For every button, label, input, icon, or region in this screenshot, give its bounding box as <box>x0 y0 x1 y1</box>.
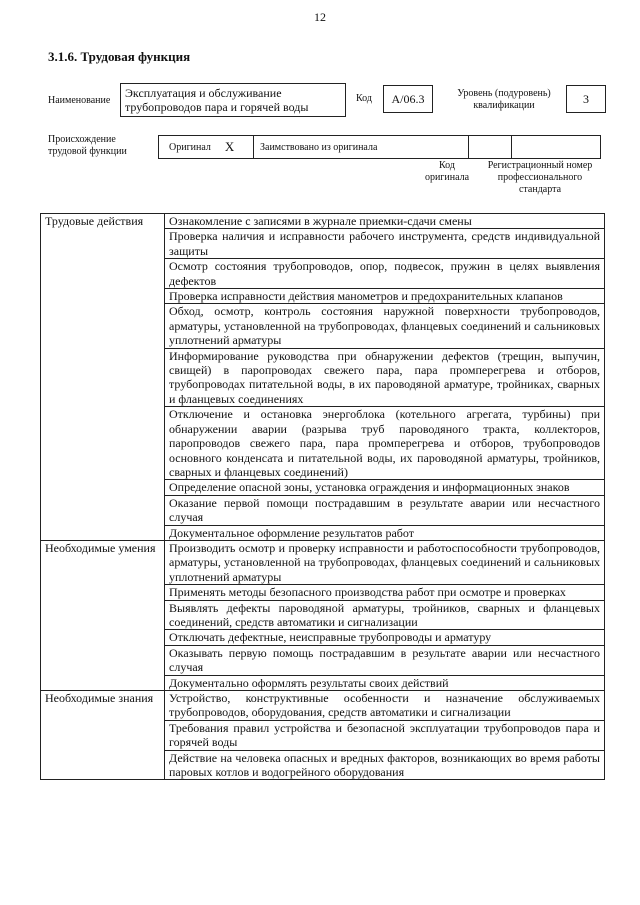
table-row <box>41 214 605 229</box>
section-item: Выявлять дефекты пароводяной арматуры, тройников, сварных и фланцевых соединений, средств автоматики и сигнализации <box>165 600 605 630</box>
section-item: Документальное оформление результатов работ <box>165 525 605 540</box>
section-item: Информирование руководства при обнаружении дефектов (трещин, выпучин, свищей) в паропроводах свежего пара, пара промперегрева и отборов, трубопроводах питательной воды, в их пароводяной арматуре, тройниках, сварных и фланцевых соединениях <box>165 348 605 407</box>
section-item: Определение опасной зоны, установка ограждения и информационных знаков <box>165 480 605 495</box>
level-label: Уровень (подуровень) квалификации <box>457 88 551 111</box>
function-table-body <box>41 214 605 780</box>
section-item: Производить осмотр и проверку исправности и работоспособности трубопроводов, арматуры, установленной на трубопроводах, фланцевых соединений и сальниковых уплотнений арматуры <box>165 540 605 584</box>
original-cell <box>158 135 254 159</box>
section-item: Отключение и остановка энергоблока (котельного агрегата, турбины) при обнаружении аварии (разрыва труб пароводяного тракта, коллекторов, паропроводов свежего пара, пара промперегрева и отборов, трубопроводов основного конденсата и питательной воды, их пароводяной арматуры, тройников, сварных и фланцевых соединений) <box>165 407 605 480</box>
function-name-field: Эксплуатация и обслуживание трубопроводов пара и горячей воды <box>120 83 346 117</box>
section-item: Оказывать первую помощь пострадавшим в результате аварии или несчастного случая <box>165 645 605 675</box>
origin-code-cell <box>468 135 512 159</box>
borrowed-label: Заимствовано из оригинала <box>260 141 378 153</box>
section-item: Устройство, конструктивные особенности и назначение обслуживаемых трубопроводов, оборудования, средств автоматики и сигнализации <box>165 691 605 721</box>
original-label: Оригинал <box>169 141 211 153</box>
section-item: Документально оформлять результаты своих действий <box>165 675 605 690</box>
section-item: Ознакомление с записями в журнале приемки-сдачи смены <box>165 214 605 229</box>
reg-number-caption: Регистрационный номер профессионального стандарта <box>487 160 593 195</box>
section-item: Проверка наличия и исправности рабочего инструмента, средств индивидуальной защиты <box>165 229 605 259</box>
original-mark: X <box>224 139 235 154</box>
section-item: Проверка исправности действия манометров и предохранительных клапанов <box>165 289 605 304</box>
origin-row <box>158 135 602 159</box>
section-heading: Трудовые действия <box>41 214 165 541</box>
section-item: Требования правил устройства и безопасной эксплуатации трубопроводов пара и горячей воды <box>165 720 605 750</box>
section-item: Оказание первой помощи пострадавшим в результате аварии или несчастного случая <box>165 495 605 525</box>
name-label: Наименование <box>48 95 111 106</box>
code-label: Код <box>356 93 372 104</box>
reg-number-cell <box>511 135 601 159</box>
borrowed-cell <box>253 135 469 159</box>
section-item: Осмотр состояния трубопроводов, опор, подвесок, пружин в целях выявления дефектов <box>165 259 605 289</box>
code-field: А/06.3 <box>383 85 433 113</box>
section-item: Отключать дефектные, неисправные трубопроводы и арматуру <box>165 630 605 645</box>
origin-label: Происхождение трудовой функции <box>48 134 127 157</box>
code-origin-caption: Код оригинала <box>424 160 470 183</box>
section-item: Обход, осмотр, контроль состояния наружной поверхности трубопроводов, арматуры, установленной на трубопроводах, фланцевых соединений и сальниковых уплотнений арматуры <box>165 304 605 348</box>
function-table <box>40 213 605 780</box>
section-heading: Необходимые знания <box>41 691 165 780</box>
table-row <box>41 540 605 584</box>
page-number: 12 <box>314 10 326 24</box>
section-item: Действие на человека опасных и вредных факторов, возникающих во время работы паровых котлов и водогрейного оборудования <box>165 750 605 780</box>
level-field: 3 <box>566 85 606 113</box>
section-item: Применять методы безопасного производства работ при осмотре и проверках <box>165 585 605 600</box>
section-heading: Необходимые умения <box>41 540 165 690</box>
table-row <box>41 691 605 721</box>
section-title: 3.1.6. Трудовая функция <box>48 49 191 64</box>
